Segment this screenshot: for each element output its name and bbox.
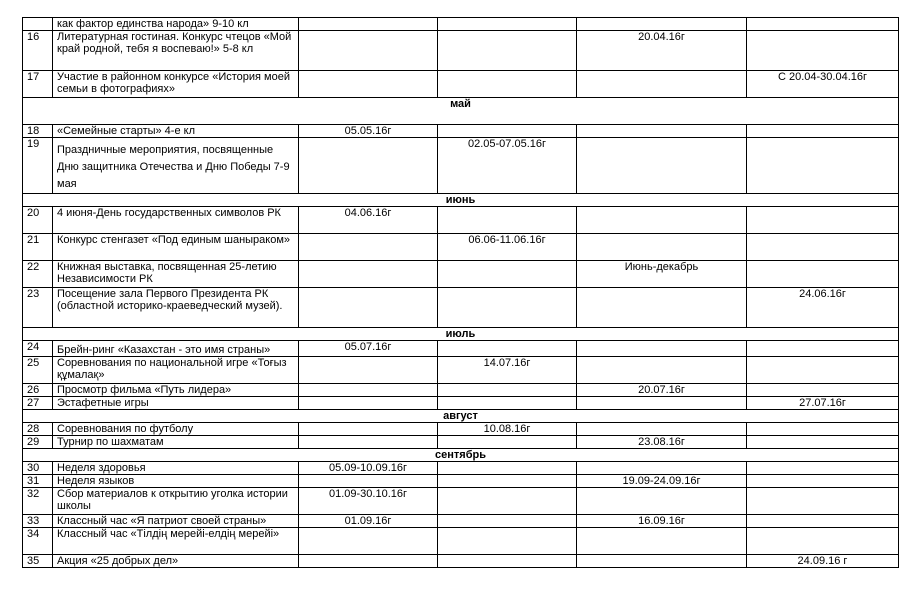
table-row (23, 357, 899, 384)
date-cell (747, 234, 899, 261)
event-name: Литературная гостиная. Конкурс чтецов «Мой край родной, тебя я воспеваю!» 5-8 кл (53, 31, 299, 71)
event-name: Неделя языков (53, 475, 299, 488)
date-value: 01.09-30.10.16г (328, 488, 408, 500)
date-cell (438, 475, 577, 488)
date-cell (577, 462, 747, 475)
event-name: Турнир по шахматам (53, 436, 299, 449)
table-row (23, 515, 899, 528)
month-header-row (23, 328, 899, 341)
event-name: Книжная выставка, посвященная 25-летию Независимости РК (53, 261, 299, 288)
table-row (23, 488, 899, 515)
date-value: 20.04.16г (638, 31, 685, 43)
date-cell (438, 515, 577, 528)
date-cell (577, 515, 747, 528)
date-cell (299, 71, 438, 98)
date-cell (747, 397, 899, 410)
date-cell (577, 555, 747, 568)
date-value: 24.06.16г (799, 288, 846, 300)
date-cell (577, 341, 747, 357)
date-cell (438, 423, 577, 436)
date-value: Июнь-декабрь (624, 261, 699, 273)
table-row (23, 341, 899, 357)
table-row (23, 261, 899, 288)
date-cell (438, 357, 577, 384)
row-number (23, 18, 53, 31)
table-row (23, 125, 899, 138)
row-number: 29 (23, 436, 53, 449)
event-name: Неделя здоровья (53, 462, 299, 475)
date-cell (438, 528, 577, 555)
date-cell (747, 475, 899, 488)
row-number: 24 (23, 341, 53, 357)
row-number: 18 (23, 125, 53, 138)
row-number: 26 (23, 384, 53, 397)
row-number: 28 (23, 423, 53, 436)
table-row (23, 528, 899, 555)
row-number: 17 (23, 71, 53, 98)
date-cell (438, 261, 577, 288)
date-cell (747, 341, 899, 357)
row-number: 16 (23, 31, 53, 71)
table-row (23, 288, 899, 328)
table-row (23, 234, 899, 261)
event-name: 4 июня-День государственных символов РК (53, 207, 299, 234)
date-value: 01.09.16г (344, 515, 392, 527)
table-row (23, 475, 899, 488)
date-cell (299, 138, 438, 194)
date-cell (299, 555, 438, 568)
event-name: Соревнования по национальной игре «Тоғыз құмалақ» (53, 357, 299, 384)
month-header: август (23, 410, 899, 423)
date-cell (438, 384, 577, 397)
date-cell (438, 125, 577, 138)
date-cell (577, 436, 747, 449)
date-cell (747, 18, 899, 31)
table-row (23, 207, 899, 234)
date-cell (299, 125, 438, 138)
date-cell (747, 423, 899, 436)
event-name: Посещение зала Первого Президента РК (областной историко-краеведческий музей). (53, 288, 299, 328)
table-row (23, 423, 899, 436)
date-cell (438, 488, 577, 515)
table-row (23, 397, 899, 410)
event-name: Соревнования по футболу (53, 423, 299, 436)
date-value: 16.09.16г (638, 515, 685, 527)
month-header-row (23, 98, 899, 125)
date-cell (438, 31, 577, 71)
row-number: 23 (23, 288, 53, 328)
date-cell (299, 423, 438, 436)
date-cell (299, 357, 438, 384)
date-cell (747, 384, 899, 397)
date-cell (299, 462, 438, 475)
date-cell (299, 515, 438, 528)
row-number: 34 (23, 528, 53, 555)
date-cell (747, 436, 899, 449)
date-cell (577, 207, 747, 234)
document-page (22, 17, 898, 568)
date-cell (577, 125, 747, 138)
event-name: Брейн-ринг «Казахстан - это имя страны» (53, 341, 299, 357)
date-cell (438, 234, 577, 261)
date-cell (747, 528, 899, 555)
date-cell (438, 18, 577, 31)
month-header: май (23, 98, 899, 125)
date-value: 02.05-07.05.16г (467, 138, 547, 150)
row-number: 22 (23, 261, 53, 288)
date-cell (577, 397, 747, 410)
date-cell (577, 488, 747, 515)
date-cell (438, 207, 577, 234)
date-value: 06.06-11.06.16г (468, 234, 546, 246)
date-cell (747, 488, 899, 515)
date-cell (577, 71, 747, 98)
date-cell (299, 528, 438, 555)
month-header: июль (23, 328, 899, 341)
date-value: 04.06.16г (344, 207, 392, 219)
date-cell (299, 18, 438, 31)
event-name: Акция «25 добрых дел» (53, 555, 299, 568)
month-header-row (23, 449, 899, 462)
event-name: как фактор единства народа» 9-10 кл (53, 18, 299, 31)
date-cell (438, 462, 577, 475)
month-header: июнь (23, 194, 899, 207)
date-value: 10.08.16г (483, 423, 531, 435)
date-value: 05.07.16г (344, 341, 392, 353)
date-cell (299, 475, 438, 488)
date-cell (438, 71, 577, 98)
date-cell (299, 31, 438, 71)
date-value: 05.05.16г (344, 125, 392, 137)
date-cell (747, 555, 899, 568)
table-row (23, 462, 899, 475)
date-cell (299, 488, 438, 515)
date-cell (438, 288, 577, 328)
event-name: Классный час «Я патриот своей страны» (53, 515, 299, 528)
row-number: 20 (23, 207, 53, 234)
event-name: «Семейные старты» 4-е кл (53, 125, 299, 138)
date-cell (438, 436, 577, 449)
date-cell (577, 18, 747, 31)
date-cell (577, 423, 747, 436)
row-number: 32 (23, 488, 53, 515)
table-row (23, 31, 899, 71)
date-cell (299, 261, 438, 288)
row-number: 33 (23, 515, 53, 528)
date-cell (747, 261, 899, 288)
date-cell (299, 384, 438, 397)
month-header-row (23, 194, 899, 207)
date-value: 19.09-24.09.16г (622, 475, 701, 487)
date-cell (747, 357, 899, 384)
month-header-row (23, 410, 899, 423)
date-cell (577, 138, 747, 194)
month-header: сентябрь (23, 449, 899, 462)
table-row (23, 71, 899, 98)
table-row (23, 138, 899, 194)
date-value: 20.07.16г (638, 384, 685, 396)
date-cell (577, 528, 747, 555)
row-number: 31 (23, 475, 53, 488)
table-row (23, 18, 899, 31)
date-cell (747, 31, 899, 71)
date-cell (438, 341, 577, 357)
event-name: Сбор материалов к открытию уголка истории школы (53, 488, 299, 515)
event-name: Конкурс стенгазет «Под единым шаныраком» (53, 234, 299, 261)
date-value: 05.09-10.09.16г (328, 462, 408, 474)
date-value: 24.09.16 г (797, 555, 848, 567)
row-number: 25 (23, 357, 53, 384)
event-name: Классный час «Тілдің мерейі-елдің мерейі» (53, 528, 299, 555)
row-number: 27 (23, 397, 53, 410)
table-row (23, 436, 899, 449)
row-number: 30 (23, 462, 53, 475)
date-cell (577, 234, 747, 261)
date-value: 14.07.16г (483, 357, 531, 369)
date-value: 23.08.16г (638, 436, 685, 448)
date-cell (299, 288, 438, 328)
row-number: 19 (23, 138, 53, 194)
date-cell (747, 71, 899, 98)
date-cell (577, 288, 747, 328)
date-cell (577, 384, 747, 397)
table-body (23, 18, 899, 568)
date-cell (577, 31, 747, 71)
date-cell (577, 261, 747, 288)
date-cell (299, 436, 438, 449)
date-value: С 20.04-30.04.16г (777, 71, 868, 83)
date-cell (299, 397, 438, 410)
event-name: Эстафетные игры (53, 397, 299, 410)
row-number: 35 (23, 555, 53, 568)
date-cell (438, 138, 577, 194)
table-row (23, 555, 899, 568)
date-cell (747, 462, 899, 475)
date-cell (438, 397, 577, 410)
events-table (22, 17, 899, 568)
date-cell (577, 475, 747, 488)
date-cell (747, 138, 899, 194)
event-name: Праздничные мероприятия, посвященные Дню защитника Отечества и Дню Победы 7-9 мая (53, 138, 299, 194)
date-cell (747, 207, 899, 234)
date-cell (577, 357, 747, 384)
event-name: Просмотр фильма «Путь лидера» (53, 384, 299, 397)
date-cell (299, 207, 438, 234)
table-row (23, 384, 899, 397)
date-value: 27.07.16г (799, 397, 846, 409)
date-cell (299, 341, 438, 357)
date-cell (747, 515, 899, 528)
row-number: 21 (23, 234, 53, 261)
event-name: Участие в районном конкурсе «История моей семьи в фотографиях» (53, 71, 299, 98)
date-cell (747, 288, 899, 328)
date-cell (299, 234, 438, 261)
date-cell (438, 555, 577, 568)
date-cell (747, 125, 899, 138)
